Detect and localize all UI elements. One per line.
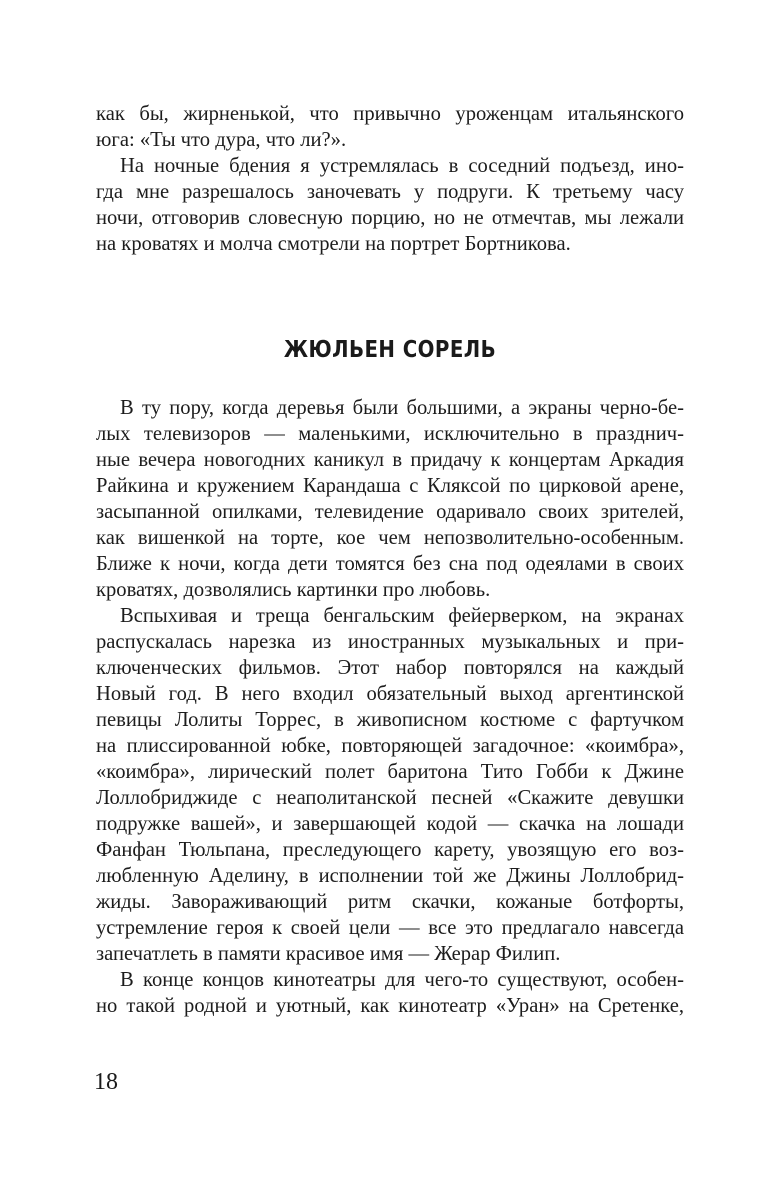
- text-line: гда мне разрешалось заночевать у подруги. К третьему часу: [96, 181, 684, 203]
- text-line: ные вечера новогодних каникул в придачу к концертам Аркадия: [96, 449, 684, 471]
- text-line: певицы Лолиты Торрес, в живописном костюме с фартучком: [96, 709, 684, 731]
- chapter-text-block: [96, 395, 684, 1019]
- text-line: жиды. Завораживающий ритм скачки, кожаные ботфорты,: [96, 891, 684, 913]
- text-line: любленную Аделину, в исполнении той же Джины Лоллобрид-: [96, 865, 684, 887]
- text-line: юга: «Ты что дура, что ли?».: [96, 129, 347, 151]
- chapter-title: ЖЮЛЬЕН СОРЕЛЬ: [283, 337, 497, 363]
- text-line: засыпанной опилками, телевидение одаривало своих зрителей,: [96, 501, 684, 523]
- text-line: Фанфан Тюльпана, преследующего карету, увозящую его воз-: [96, 839, 684, 861]
- text-line: «коимбра», лирический полет баритона Тито Гобби к Джине: [96, 761, 684, 783]
- text-line: Лоллобриджиде с неаполитанской песней «Скажите девушки: [96, 787, 684, 809]
- text-line: Вспыхивая и треща бенгальским фейерверком, на экранах: [120, 605, 684, 627]
- text-line: как вишенкой на торте, кое чем непозволительно-особенным.: [96, 527, 684, 549]
- text-line: Райкина и кружением Карандаша с Кляксой по цирковой арене,: [96, 475, 684, 497]
- text-line: Ближе к ночи, когда дети томятся без сна под одеялами в своих: [96, 553, 684, 575]
- text-line: распускалась нарезка из иностранных музыкальных и при-: [96, 631, 684, 653]
- text-line: устремление героя к своей цели — все это предлагало навсегда: [96, 917, 684, 939]
- intro-text-block: [96, 101, 684, 257]
- text-line: В ту пору, когда деревья были большими, а экраны черно-бе-: [120, 397, 684, 419]
- text-line: В конце концов кинотеатры для чего-то существуют, особен-: [120, 969, 684, 991]
- text-line: Новый год. В него входил обязательный выход аргентинской: [96, 683, 684, 705]
- text-line: кроватях, дозволялись картинки про любовь.: [96, 579, 491, 601]
- text-line: ключенческих фильмов. Этот набор повторялся на каждый: [96, 657, 684, 679]
- text-line: на плиссированной юбке, повторяющей загадочное: «коимбра»,: [96, 735, 684, 757]
- page-number: 18: [94, 1069, 118, 1095]
- text-line: запечатлеть в памяти красивое имя — Жерар Филип.: [96, 943, 561, 965]
- text-line: как бы, жирненькой, что привычно уроженцам итальянского: [96, 103, 684, 125]
- text-line: ночи, отговорив словесную порцию, но не отмечтав, мы лежали: [96, 207, 684, 229]
- text-line: подружке вашей», и завершающей кодой — скачка на лошади: [96, 813, 684, 835]
- text-line: лых телевизоров — маленькими, исключительно в празднич-: [96, 423, 684, 445]
- text-line: но такой родной и уютный, как кинотеатр «Уран» на Сретенке,: [96, 995, 684, 1017]
- text-line: на кроватях и молча смотрели на портрет Бортникова.: [96, 233, 571, 255]
- text-line: На ночные бдения я устремлялась в соседний подъезд, ино-: [120, 155, 684, 177]
